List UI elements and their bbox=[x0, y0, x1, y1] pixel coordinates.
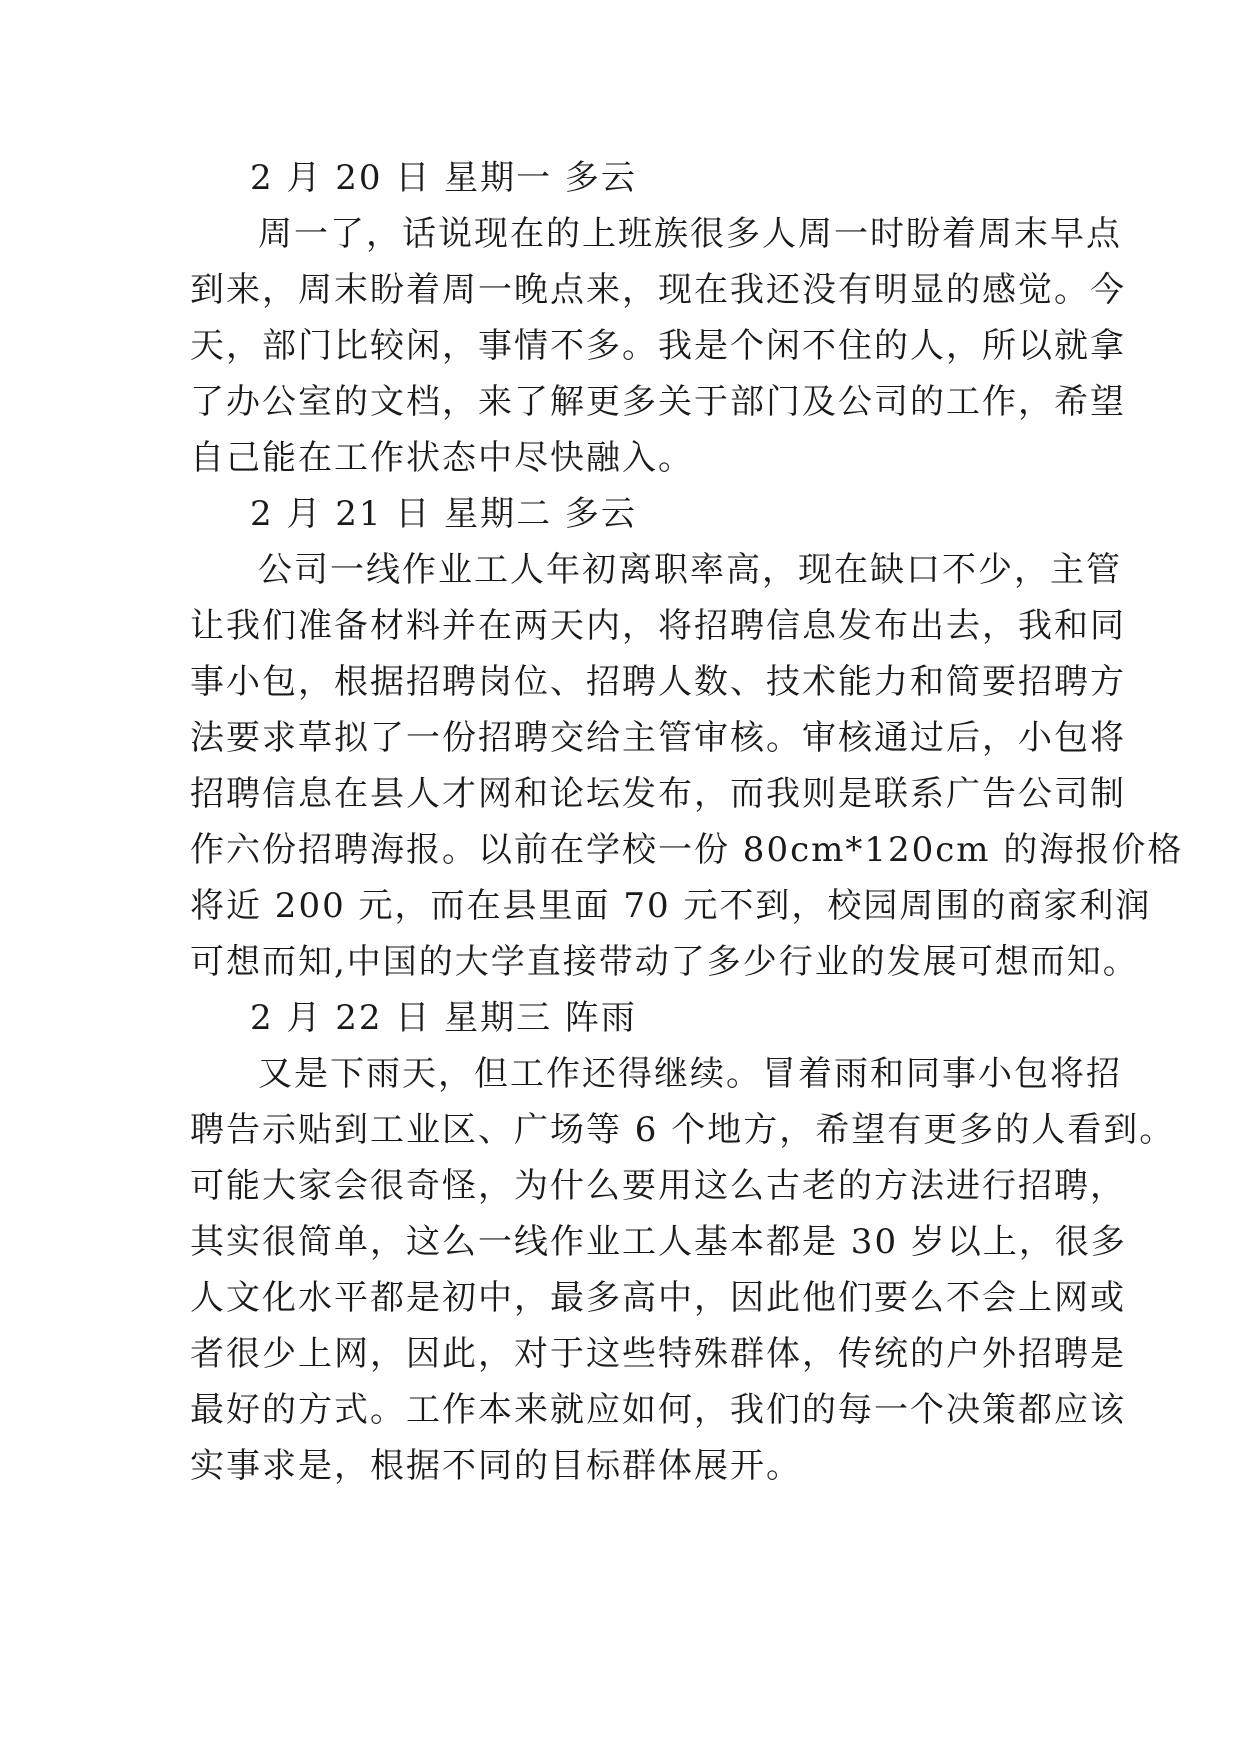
entry-text-line: 天，部门比较闲，事情不多。我是个闲不住的人，所以就拿 bbox=[190, 326, 1126, 366]
diary-entry bbox=[190, 150, 1126, 486]
entry-text-line: 自己能在工作状态中尽快融入。 bbox=[190, 438, 694, 478]
entry-text-line: 了办公室的文档，来了解更多关于部门及公司的工作，希望 bbox=[190, 382, 1126, 422]
entry-text-line: 公司一线作业工人年初离职率高，现在缺口不少，主管 bbox=[258, 550, 1122, 590]
entry-text-line: 将近 200 元，而在县里面 70 元不到，校园周围的商家利润 bbox=[190, 886, 1152, 926]
entry-text-line: 者很少上网，因此，对于这些特殊群体，传统的户外招聘是 bbox=[190, 1334, 1126, 1374]
entry-text-line: 其实很简单，这么一线作业工人基本都是 30 岁以上，很多 bbox=[190, 1222, 1127, 1262]
diary-entry bbox=[190, 990, 1176, 1494]
entry-text-line: 可能大家会很奇怪，为什么要用这么古老的方法进行招聘， bbox=[190, 1166, 1126, 1206]
entry-date-heading: 2 月 20 日 星期一 多云 bbox=[250, 158, 637, 198]
entry-text-line: 周一了，话说现在的上班族很多人周一时盼着周末早点 bbox=[258, 214, 1122, 254]
entry-text-line: 让我们准备材料并在两天内，将招聘信息发布出去，我和同 bbox=[190, 606, 1126, 646]
entry-text-line: 实事求是，根据不同的目标群体展开。 bbox=[190, 1446, 802, 1486]
entry-text-line: 人文化水平都是初中，最多高中，因此他们要么不会上网或 bbox=[190, 1278, 1126, 1318]
entry-text-line: 法要求草拟了一份招聘交给主管审核。审核通过后，小包将 bbox=[190, 718, 1126, 758]
diary-entry bbox=[190, 486, 1184, 990]
entry-date-heading: 2 月 22 日 星期三 阵雨 bbox=[250, 998, 637, 1038]
diary-body bbox=[190, 150, 1184, 1494]
entry-text-line: 可想而知,中国的大学直接带动了多少行业的发展可想而知。 bbox=[190, 942, 1139, 982]
entry-text-line: 最好的方式。工作本来就应如何，我们的每一个决策都应该 bbox=[190, 1390, 1126, 1430]
entry-text-line: 到来，周末盼着周一晚点来，现在我还没有明显的感觉。今 bbox=[190, 270, 1126, 310]
entry-date-heading: 2 月 21 日 星期二 多云 bbox=[250, 494, 637, 534]
entry-text-line: 招聘信息在县人才网和论坛发布，而我则是联系广告公司制 bbox=[190, 774, 1126, 814]
entry-text-line: 作六份招聘海报。以前在学校一份 80cm*120cm 的海报价格 bbox=[190, 830, 1184, 870]
entry-text-line: 聘告示贴到工业区、广场等 6 个地方，希望有更多的人看到。 bbox=[190, 1110, 1176, 1150]
entry-text-line: 事小包，根据招聘岗位、招聘人数、技术能力和简要招聘方 bbox=[190, 662, 1126, 702]
entry-text-line: 又是下雨天，但工作还得继续。冒着雨和同事小包将招 bbox=[258, 1054, 1122, 1094]
